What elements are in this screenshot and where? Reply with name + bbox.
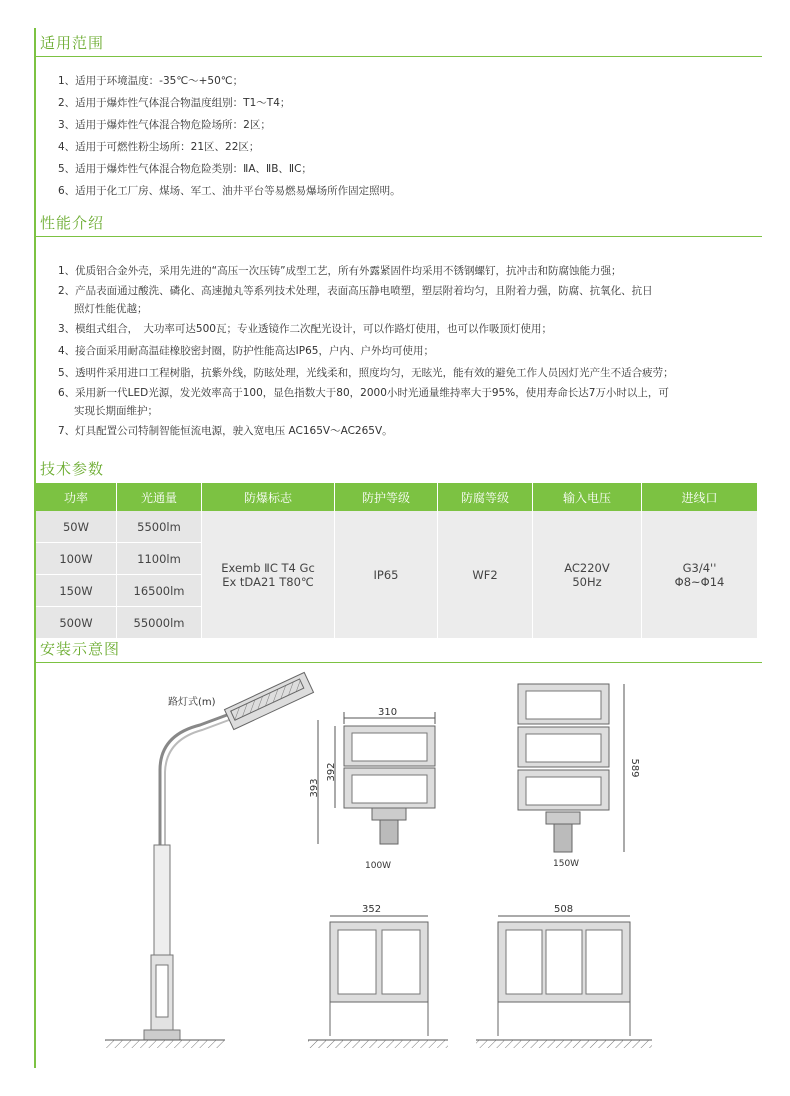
cell-flux: 5500lm (117, 511, 202, 543)
dim-352: 352 (362, 904, 382, 915)
dim-393: 393 (309, 778, 320, 798)
list-item: 2、产品表面通过酸洗、磷化、高速抛丸等系列技术处理，表面高压静电喷塑，塑层附着均匀，且附着力强，防腐、抗氧化、抗日 (58, 285, 653, 297)
header-power: 功率 (36, 483, 117, 511)
lamp-100w-drawing (309, 707, 435, 871)
cell-power: 500W (36, 607, 117, 639)
label-100w: 100W (365, 861, 392, 871)
dim-508: 508 (554, 904, 574, 915)
cell-ip: IP65 (335, 511, 438, 639)
cell-anticorrosion: WF2 (438, 511, 533, 639)
dim-310: 310 (378, 707, 398, 718)
cell-flux: 1100lm (117, 543, 202, 575)
list-item: 实现长期面维护； (74, 405, 158, 417)
list-item: 2、适用于爆炸性气体混合物温度组别：T1～T4； (58, 97, 291, 109)
voltage-line1: AC220V (564, 560, 610, 575)
inlet-line2: Φ8~Φ14 (674, 574, 725, 589)
list-item: 5、透明件采用进口工程树脂，抗紫外线，防眩处理，光线柔和，照度均匀，无眩光，能有效的避免工作人员因灯光产生不适合疲劳； (58, 367, 674, 379)
list-item: 5、适用于爆炸性气体混合物危险类别：ⅡA、ⅡB、ⅡC； (58, 163, 312, 175)
header-flux: 光通量 (117, 483, 202, 511)
cell-power: 50W (36, 511, 117, 543)
header-inlet: 进线口 (642, 483, 758, 511)
streetlight-drawing (105, 672, 314, 1048)
list-item: 4、适用于可燃性粉尘场所：21区、22区； (58, 141, 260, 153)
dim-589: 589 (629, 758, 640, 778)
cell-power: 100W (36, 543, 117, 575)
cell-flux: 55000lm (117, 607, 202, 639)
list-item: 1、适用于环境温度：-35℃～+50℃； (58, 75, 244, 87)
list-item: 6、适用于化工厂房、煤场、军工、油井平台等易燃易爆场所作固定照明。 (58, 185, 401, 197)
header-ex-mark: 防爆标志 (202, 483, 335, 511)
list-item: 1、优质铝合金外壳，采用先进的“高压一次压铸”成型工艺，所有外露紧固件均采用不锈钢螺钉，抗冲击和防腐蚀能力强； (58, 265, 622, 277)
list-item: 4、接合面采用耐高温硅橡胶密封圈，防护性能高达IP65，户内、户外均可使用； (58, 345, 434, 357)
ex-mark-line1: Exemb ⅡC T4 Gc (221, 560, 315, 575)
list-item: 3、模组式组合， 大功率可达500瓦；专业透镜作二次配光设计，可以作路灯使用，也可以作吸顶灯使用； (58, 323, 552, 335)
ex-mark-line2: Ex tDA21 T80℃ (222, 574, 314, 589)
section-title-specs: 技术参数 (40, 460, 105, 478)
streetlight-label: 路灯式(m) (168, 697, 216, 708)
section-title-performance: 性能介绍 (40, 214, 105, 232)
dim-392: 392 (326, 762, 337, 782)
cell-power: 150W (36, 575, 117, 607)
label-150w: 150W (553, 859, 580, 869)
list-item: 3、适用于爆炸性气体混合物危险场所：2区； (58, 119, 271, 131)
header-anticorrosion: 防腐等级 (438, 483, 533, 511)
list-item: 6、采用新一代LED光源，发光效率高于100，显色指数大于80，2000小时光通量维持率大于95%，使用寿命长达7万小时以上，可 (58, 387, 669, 399)
list-item: 7、灯具配置公司特制智能恒流电源，驶入宽电压 AC165V～AC265V。 (58, 425, 393, 437)
section-title-install: 安装示意图 (40, 640, 121, 658)
list-item: 照灯性能优越； (74, 303, 148, 315)
lamp-150w-drawing (518, 684, 640, 869)
section-title-scope: 适用范围 (40, 34, 105, 52)
cell-flux: 16500lm (117, 575, 202, 607)
voltage-line2: 50Hz (572, 574, 602, 589)
header-ip: 防护等级 (335, 483, 438, 511)
lamp-three-module-drawing (476, 904, 652, 1048)
header-voltage: 输入电压 (533, 483, 642, 511)
lamp-two-module-drawing (308, 904, 448, 1048)
inlet-line1: G3/4'' (682, 560, 717, 575)
